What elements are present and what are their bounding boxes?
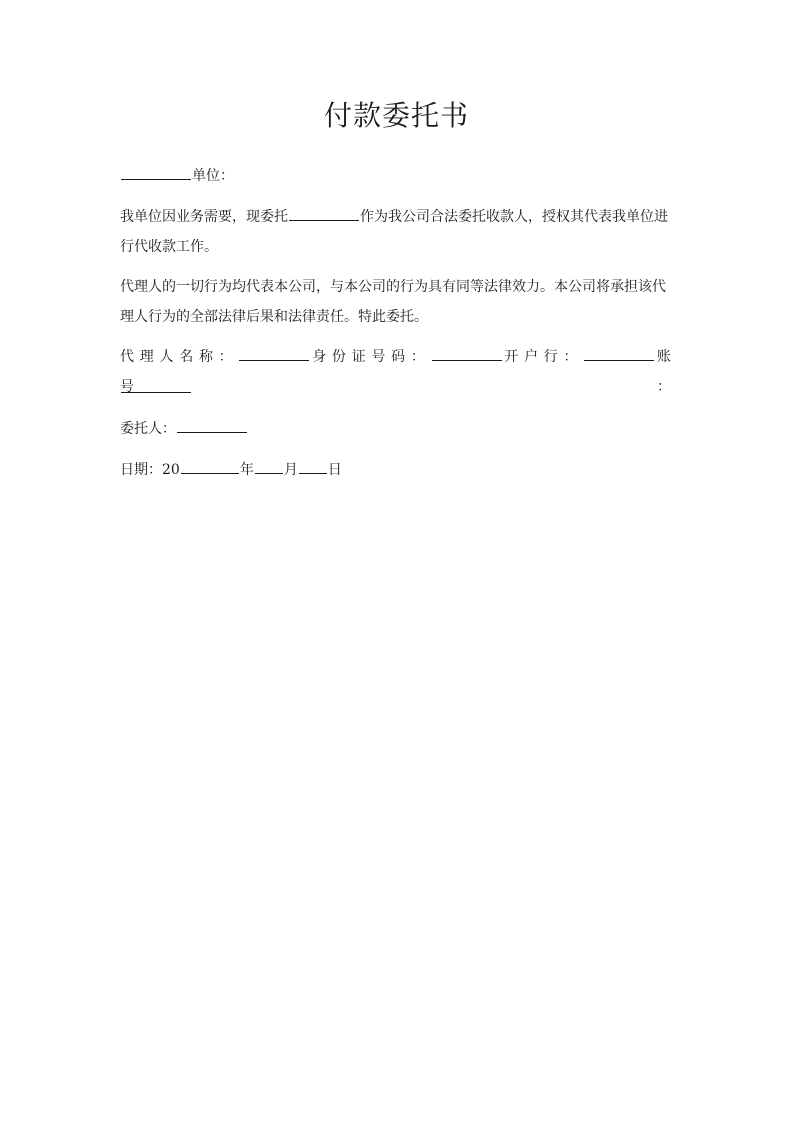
unit-line [120,161,675,191]
bank-label: 开户行： [502,349,584,365]
entrusted-party-blank [289,206,359,221]
document-title: 付款委托书 [323,99,469,132]
date-year-blank [181,459,239,474]
date-day-label: 日 [327,462,342,478]
principal-blank [177,418,247,433]
id-number-label: 身份证号码： [310,349,431,365]
account-label: 账号： [120,349,676,395]
principal-label: 委托人： [120,421,176,437]
date-year-prefix: 20 [162,462,180,478]
account-blank [121,378,191,393]
account-line [120,374,675,404]
date-label: 日期： [120,462,162,478]
id-number-blank [432,346,502,361]
date-month-label: 月 [283,462,298,478]
date-year-label: 年 [239,462,254,478]
date-month-blank [255,459,283,474]
entrust-text-end: 作为我公司合法委托收款人，授权其代表我单位进行代收款工作。 [120,209,668,255]
liability-paragraph: 代理人的一切行为均代表本公司，与本公司的行为具有同等法律效力。本公司将承担该代理人行为的全部法律后果和法律责任。特此委托。 [120,279,666,325]
principal-line [120,414,675,444]
bank-blank [584,346,654,361]
date-day-blank [299,459,327,474]
entrust-paragraph [120,202,675,262]
agent-name-blank [239,346,309,361]
unit-label: 单位： [192,168,234,184]
date-line [120,455,675,485]
entrust-text-start: 我单位因业务需要，现委托 [120,209,288,225]
agent-name-label: 代理人名称： [120,349,239,365]
unit-blank [121,165,191,180]
